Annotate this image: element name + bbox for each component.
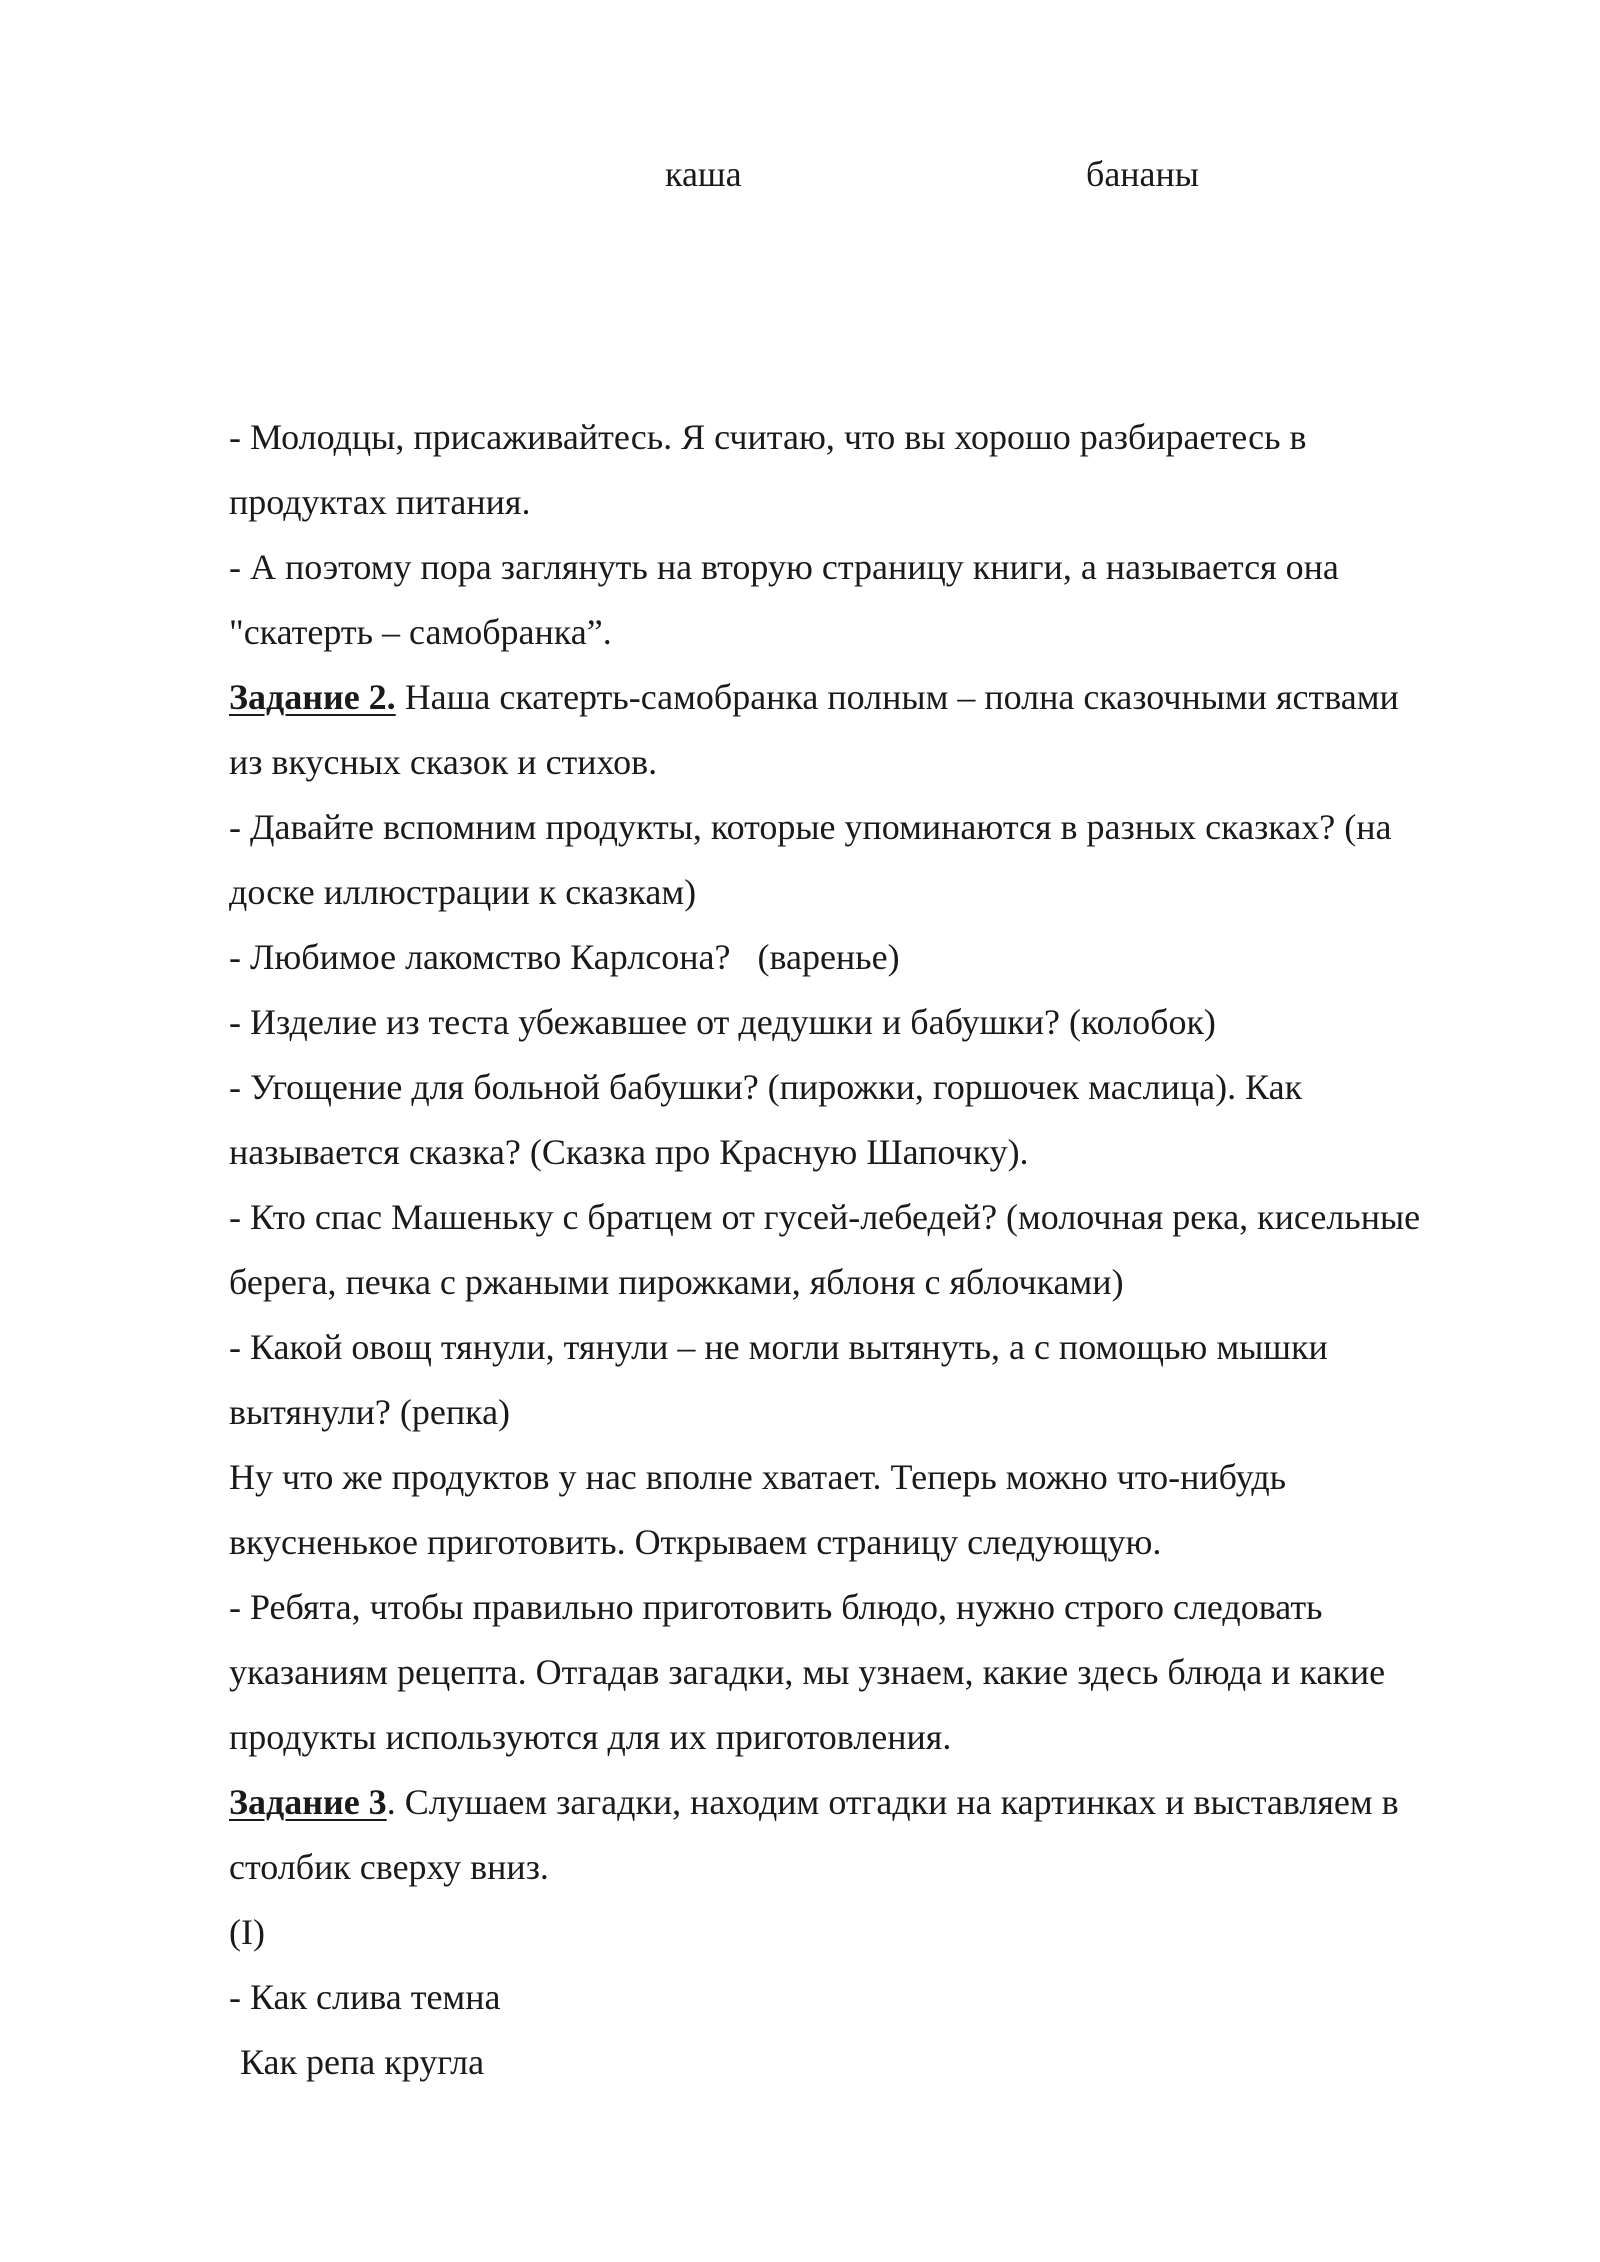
paragraph-line: берега, печка с ржаными пирожками, яблоня с яблочками) (229, 1262, 1124, 1302)
paragraph-line: - Молодцы, присаживайтесь. Я считаю, что вы хорошо разбираетесь в (229, 417, 1307, 457)
paragraph-line: - Изделие из теста убежавшее от дедушки и бабушки? (колобок) (229, 1002, 1216, 1042)
paragraph-line: - Давайте вспомним продукты, которые упоминаются в разных сказках? (на (229, 807, 1392, 847)
paragraph-line: - Кто спас Машеньку с братцем от гусей-лебедей? (молочная река, кисельные (229, 1197, 1421, 1237)
paragraph-line: столбик сверху вниз. (229, 1847, 549, 1887)
task-2-line (229, 668, 1529, 733)
paragraph-line: указаниям рецепта. Отгадав загадки, мы узнаем, какие здесь блюда и какие (229, 1652, 1386, 1692)
riddle-line: Как репа кругла (240, 2042, 485, 2082)
task-2-text: Наша скатерть-самобранка полным – полна сказочными яствами (395, 677, 1399, 717)
riddle-line: - Как слива темна (229, 1977, 501, 2017)
paragraph-line: - Любимое лакомство Карлсона? (варенье) (229, 937, 900, 977)
word-banany: бананы (1086, 154, 1199, 194)
word-kasha: каша (665, 154, 742, 194)
paragraph-line: доске иллюстрации к сказкам) (229, 872, 697, 912)
paragraph-line: продукты используются для их приготовления. (229, 1717, 952, 1757)
paragraph-line: вкусненькое приготовить. Открываем страницу следующую. (229, 1522, 1162, 1562)
paragraph-line: из вкусных сказок и стихов. (229, 742, 658, 782)
paragraph-line: "скатерть – самобранка”. (229, 612, 612, 652)
paragraph-line: продуктах питания. (229, 482, 531, 522)
paragraph-line: - Угощение для больной бабушки? (пирожки, горшочек маслица). Как (229, 1067, 1303, 1107)
body-text (229, 408, 1529, 2098)
paragraph-line: вытянули? (репка) (229, 1392, 511, 1432)
paragraph-line: - Ребята, чтобы правильно приготовить блюдо, нужно строго следовать (229, 1587, 1323, 1627)
task-2-label: Задание 2. (229, 677, 396, 717)
riddle-number: (I) (229, 1912, 265, 1952)
paragraph-line: - Какой овощ тянули, тянули – не могли вытянуть, а с помощью мышки (229, 1327, 1328, 1367)
paragraph-line: называется сказка? (Сказка про Красную Шапочку). (229, 1132, 1029, 1172)
task-3-line (229, 1773, 1529, 1838)
task-3-text: . Слушаем загадки, находим отгадки на картинках и выставляем в (386, 1782, 1399, 1822)
task-3-label: Задание 3 (229, 1782, 387, 1822)
paragraph-line: Ну что же продуктов у нас вполне хватает. Теперь можно что-нибудь (229, 1457, 1287, 1497)
paragraph-line: - А поэтому пора заглянуть на вторую страницу книги, а называется она (229, 547, 1339, 587)
